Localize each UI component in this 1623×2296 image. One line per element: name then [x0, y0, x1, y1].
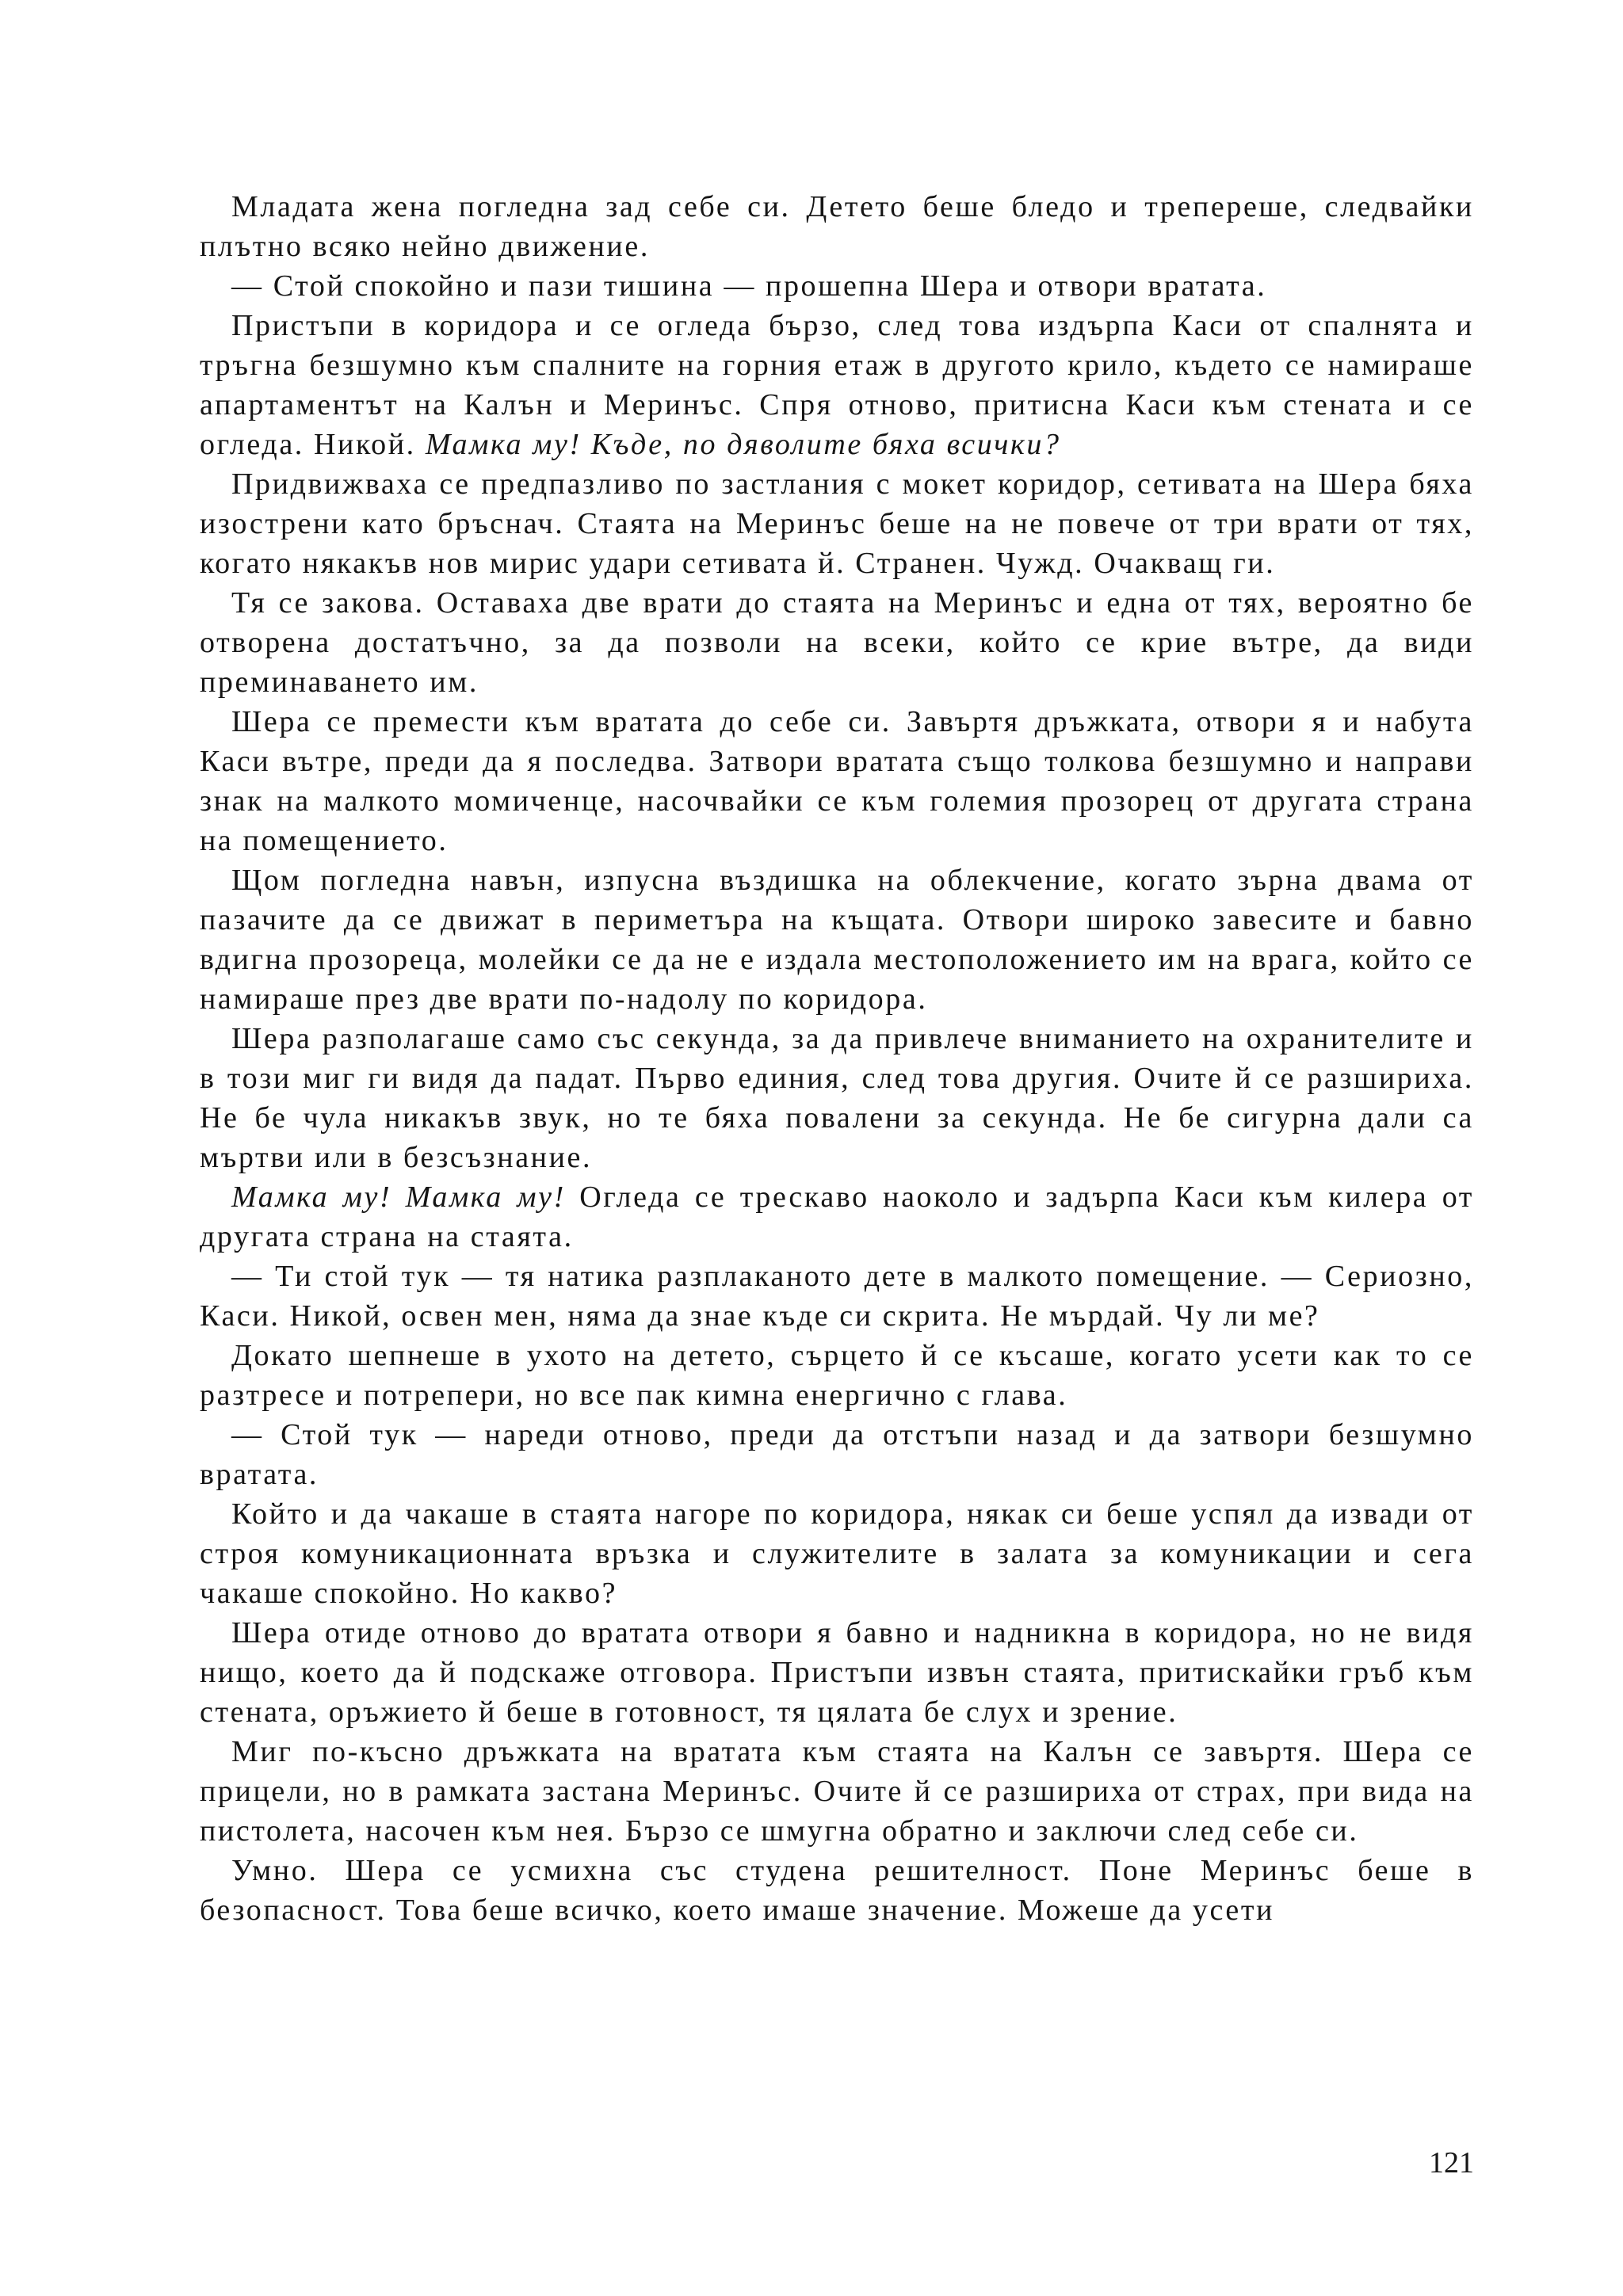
text-run: Придвижваха се предпазливо по застлания с мокет коридор, сетивата на Шера бяха изострени като бръснач. Стаята на Меринъс беше на не повече от три врати от тях, когато някакъв нов мирис удари сетивата й. Странен. Чужд. Очакващ ги.	[200, 467, 1474, 580]
text-run: Който и да чакаше в стаята нагоре по коридора, някак си беше успял да извади от строя комуникационната връзка и служителите в залата за комуникации и сега чакаше спокойно. Но какво?	[200, 1497, 1474, 1610]
paragraph	[200, 860, 1474, 1019]
text-run: Щом погледна навън, изпусна въздишка на облекчение, когато зърна двама от пазачите да се движат в периметъра на къщата. Отвори широко завесите и бавно вдигна прозореца, молейки се да не е издала местоположението им на врага, който се намираше през две врати по-надолу по коридора.	[200, 864, 1474, 1016]
paragraph	[200, 266, 1474, 306]
text-run: Младата жена погледна зад себе си. Детето беше бледо и трепереше, следвайки плътно всяко нейно движение.	[200, 190, 1474, 263]
text-run: Огледа се трескаво наоколо и задърпа Каси към килера от другата страна на стаята.	[200, 1180, 1474, 1253]
paragraph	[200, 1019, 1474, 1177]
paragraph	[200, 187, 1474, 266]
body-text	[200, 187, 1474, 1930]
text-run: Умно. Шера се усмихна със студена решителност. Поне Меринъс беше в безопасност. Това беше всичко, което имаше значение. Можеше да усети	[200, 1854, 1474, 1927]
paragraph	[200, 464, 1474, 583]
paragraph	[200, 1494, 1474, 1613]
paragraph	[200, 1336, 1474, 1415]
paragraph	[200, 1257, 1474, 1336]
paragraph	[200, 1613, 1474, 1732]
text-run: Докато шепнеше в ухото на детето, сърцето й се късаше, когато усети как то се разтресе и потрепери, но все пак кимна енергично с глава.	[200, 1339, 1474, 1412]
page-number: 121	[1429, 2146, 1474, 2180]
paragraph	[200, 1851, 1474, 1930]
text-run: — Стой тук — нареди отново, преди да отстъпи назад и да затвори безшумно вратата.	[200, 1418, 1474, 1491]
text-run: Тя се закова. Оставаха две врати до стаята на Меринъс и една от тях, вероятно бе отворена достатъчно, за да позволи на всеки, който се крие вътре, да види преминаването им.	[200, 586, 1474, 699]
paragraph	[200, 1732, 1474, 1851]
italic-text: Мамка му! Мамка му!	[231, 1180, 566, 1214]
paragraph	[200, 306, 1474, 464]
text-run: — Ти стой тук — тя натика разплаканото дете в малкото помещение. — Сериозно, Каси. Никой, освен мен, няма да знае къде си скрита. Не мърдай. Чу ли ме?	[200, 1260, 1474, 1333]
italic-text: Мамка му! Къде, по дяволите бяха всички?	[425, 428, 1061, 461]
paragraph	[200, 702, 1474, 860]
text-run: — Стой спокойно и пази тишина — прошепна Шера и отвори вратата.	[231, 269, 1267, 303]
paragraph	[200, 583, 1474, 702]
paragraph	[200, 1415, 1474, 1494]
text-run: Миг по-късно дръжката на вратата към стаята на Калън се завъртя. Шера се прицели, но в рамката застана Меринъс. Очите й се разшириха от страх, при вида на пистолета, насочен към нея. Бързо се шмугна обратно и заключи след себе си.	[200, 1735, 1474, 1848]
text-run: Пристъпи в коридора и се огледа бързо, след това издърпа Каси от спалнята и тръгна безшумно към спалните на горния етаж в другото крило, където се намираше апартаментът на Калън и Меринъс. Спря отново, притисна Каси към стената и се огледа. Никой.	[200, 309, 1474, 461]
text-run: Шера разполагаше само със секунда, за да привлече вниманието на охранителите и в този миг ги видя да падат. Първо единия, след това другия. Очите й се разшириха. Не бе чула никакъв звук, но те бяха повалени за секунда. Не бе сигурна дали са мъртви или в безсъзнание.	[200, 1022, 1474, 1174]
paragraph	[200, 1177, 1474, 1257]
text-run: Шера се премести към вратата до себе си. Завъртя дръжката, отвори я и набута Каси вътре, преди да я последва. Затвори вратата също толкова безшумно и направи знак на малкото момиченце, насочвайки се към големия прозорец от другата страна на помещението.	[200, 705, 1474, 857]
text-run: Шера отиде отново до вратата отвори я бавно и надникна в коридора, но не видя нищо, което да й подскаже отговора. Пристъпи извън стаята, притискайки гръб към стената, оръжието й беше в готовност, тя цялата бе слух и зрение.	[200, 1616, 1474, 1729]
